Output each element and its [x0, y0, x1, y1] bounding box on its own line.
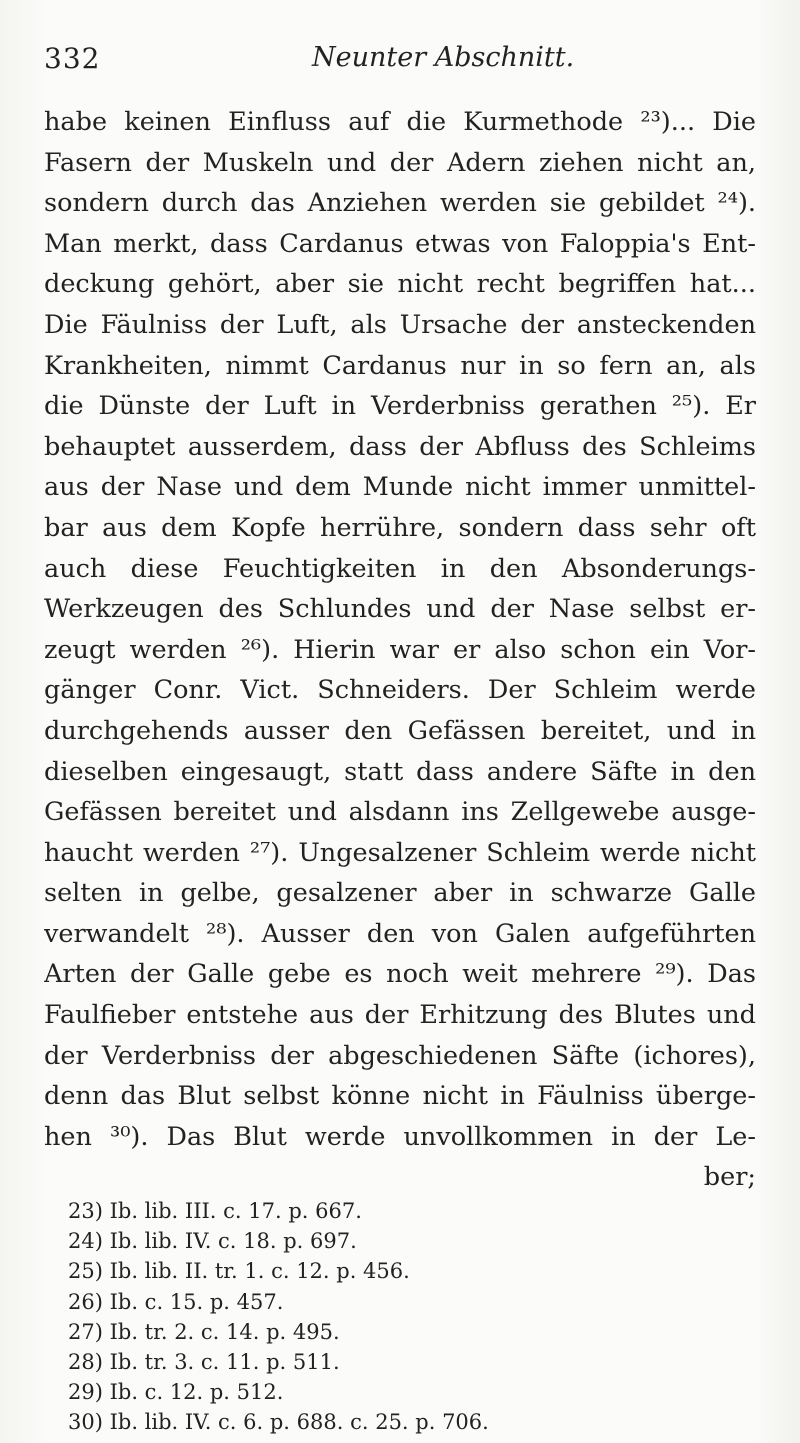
- footnote: 29) Ib. c. 12. p. 512.: [68, 1380, 284, 1405]
- text-line: Arten der Galle gebe es noch weit mehrere ²⁹). Das: [44, 959, 756, 990]
- footnote: 30) Ib. lib. IV. c. 6. p. 688. c. 25. p. 706.: [68, 1410, 489, 1435]
- text-line: zeugt werden ²⁶). Hierin war er also schon ein Vor-: [44, 634, 756, 665]
- text-line: behauptet ausserdem, dass der Abfluss des Schleims: [44, 431, 756, 462]
- text-line: der Verderbniss der abgeschiedenen Säfte (ichores),: [44, 1040, 756, 1071]
- page-header: [44, 42, 756, 82]
- text-line: aus der Nase und dem Munde nicht immer unmittel-: [44, 472, 756, 503]
- footnote: 25) Ib. lib. II. tr. 1. c. 12. p. 456.: [68, 1259, 410, 1284]
- text-line: haucht werden ²⁷). Ungesalzener Schleim werde nicht: [44, 837, 756, 868]
- text-line: Die Fäulniss der Luft, als Ursache der ansteckenden: [44, 309, 756, 340]
- text-line: sondern durch das Anziehen werden sie gebildet ²⁴).: [44, 188, 756, 219]
- text-line: Man merkt, dass Cardanus etwas von Faloppia's Ent-: [44, 228, 756, 259]
- text-line: hen ³⁰). Das Blut werde unvollkommen in der Le-: [44, 1121, 756, 1152]
- text-line: Werkzeugen des Schlundes und der Nase selbst er-: [44, 594, 756, 625]
- text-line: verwandelt ²⁸). Ausser den von Galen aufgeführten: [44, 918, 756, 949]
- footnote: 27) Ib. tr. 2. c. 14. p. 495.: [68, 1319, 340, 1344]
- text-line: Fasern der Muskeln und der Adern ziehen nicht an,: [44, 147, 756, 178]
- text-line: bar aus dem Kopfe herrühre, sondern dass sehr oft: [44, 512, 756, 543]
- text-line: dieselben eingesaugt, statt dass andere Säfte in den: [44, 756, 756, 787]
- running-head: Neunter Abschnitt.: [312, 42, 575, 73]
- text-line: Gefässen bereitet und alsdann ins Zellgewebe ausge-: [44, 797, 756, 828]
- text-line: selten in gelbe, gesalzener aber in schwarze Galle: [44, 878, 756, 909]
- footnote: 24) Ib. lib. IV. c. 18. p. 697.: [68, 1229, 357, 1254]
- text-line: Krankheiten, nimmt Cardanus nur in so fern an, als: [44, 350, 756, 381]
- text-line: deckung gehört, aber sie nicht recht begriffen hat...: [44, 269, 756, 300]
- text-line: denn das Blut selbst könne nicht in Fäulniss überge-: [44, 1081, 756, 1112]
- text-line: gänger Conr. Vict. Schneiders. Der Schleim werde: [44, 675, 756, 706]
- page-number: 332: [44, 42, 101, 75]
- text-line: die Dünste der Luft in Verderbniss gerathen ²⁵). Er: [44, 391, 756, 422]
- text-line: Faulfieber entstehe aus der Erhitzung des Blutes und: [44, 1000, 756, 1031]
- body-text: [44, 102, 756, 1198]
- footnotes: [68, 1196, 708, 1438]
- footnote: 28) Ib. tr. 3. c. 11. p. 511.: [68, 1349, 340, 1374]
- footnote: 23) Ib. lib. III. c. 17. p. 667.: [68, 1199, 362, 1223]
- text-line: durchgehends ausser den Gefässen bereitet, und in: [44, 715, 756, 746]
- text-line: habe keinen Einfluss auf die Kurmethode ²³)... Die: [44, 107, 756, 137]
- text-line-catchword: ber;: [703, 1162, 756, 1193]
- footnote: 26) Ib. c. 15. p. 457.: [68, 1289, 284, 1314]
- text-line: auch diese Feuchtigkeiten in den Absonderungs-: [44, 553, 756, 584]
